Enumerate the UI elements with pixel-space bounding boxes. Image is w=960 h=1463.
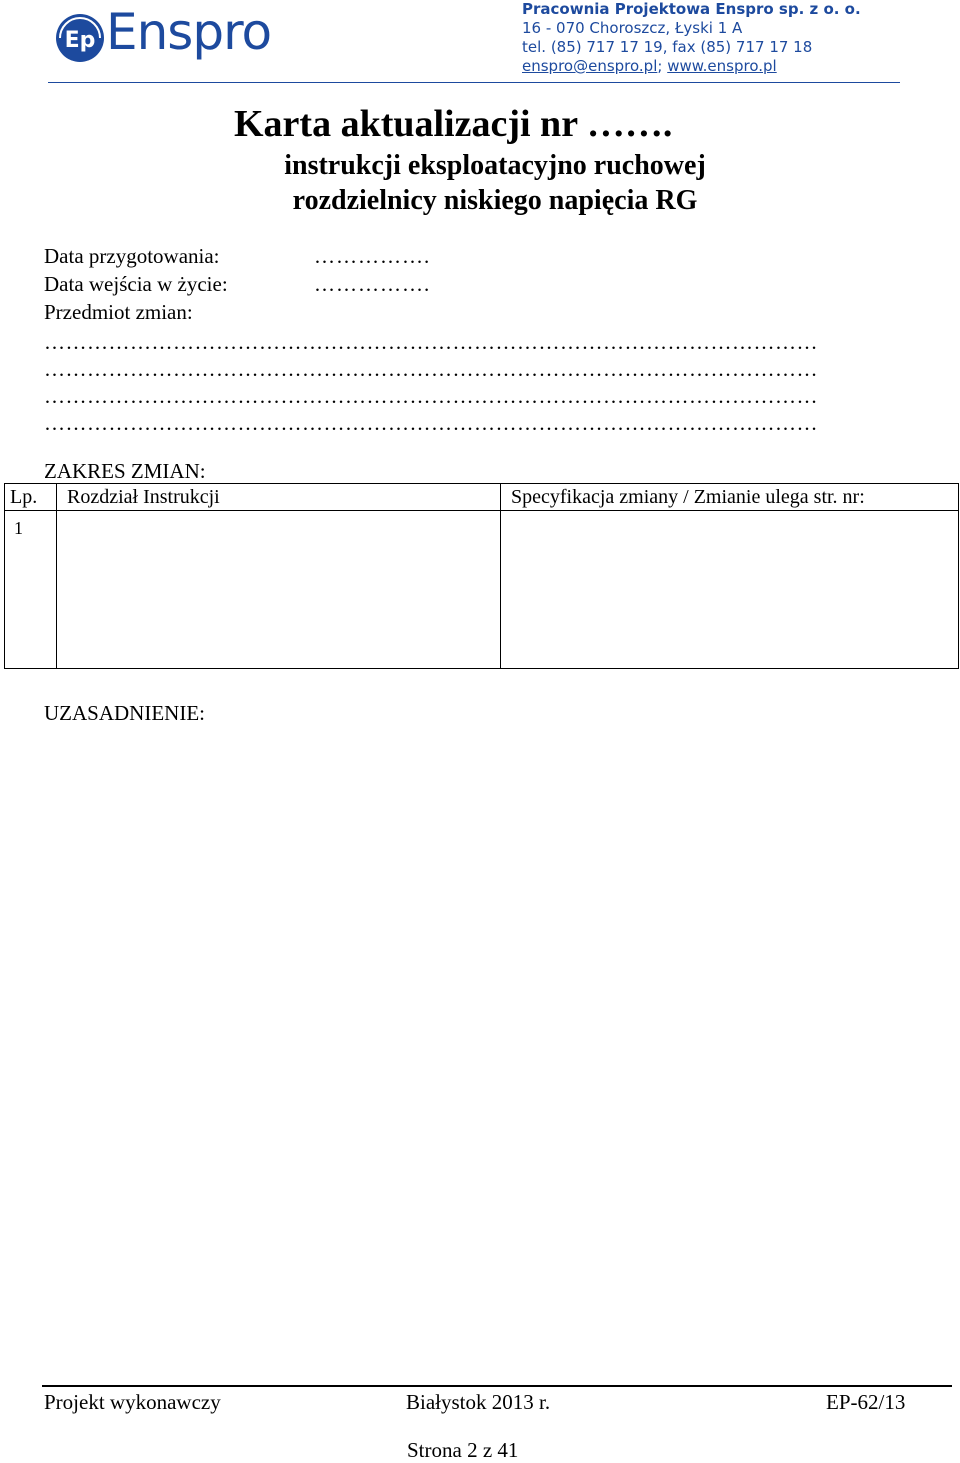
logo-emblem-icon (52, 10, 108, 66)
column-header-spec: Specyfikacja zmiany / Zmianie ulega str. nr: (511, 486, 865, 508)
footer-divider (42, 1385, 952, 1387)
table-border-right (958, 483, 959, 669)
table-border-bottom (4, 668, 959, 669)
effective-date-label: Data wejścia w życie: (44, 272, 228, 296)
website-link[interactable]: www.enspro.pl (667, 57, 777, 75)
company-info (522, 0, 861, 76)
company-name: Pracownia Projektowa Enspro sp. z o. o. (522, 0, 861, 18)
subject-label: Przedmiot zmian: (44, 300, 193, 324)
changes-table (4, 483, 959, 669)
page-title: Karta aktualizacji nr ……. (234, 103, 673, 145)
subject-line: ……………………………………………………………………………………………… (44, 357, 818, 381)
company-contacts (522, 57, 861, 76)
page-subtitle-line1: instrukcji eksploatacyjno ruchowej (284, 150, 706, 181)
table-row (4, 511, 958, 668)
subject-line: ……………………………………………………………………………………………… (44, 330, 818, 354)
row-lp: 1 (14, 518, 23, 538)
page-subtitle-line2: rozdzielnicy niskiego napięcia RG (292, 185, 698, 216)
justification-heading: UZASADNIENIE: (44, 701, 205, 725)
footer-place-date: Białystok 2013 r. (406, 1390, 551, 1414)
scope-heading: ZAKRES ZMIAN: (44, 459, 206, 483)
contact-separator: ; (657, 57, 663, 75)
column-header-lp: Lp. (10, 486, 38, 508)
prep-date-value: ……………. (314, 244, 431, 268)
effective-date-value: ……………. (314, 272, 431, 296)
subject-line: ……………………………………………………………………………………………… (44, 411, 818, 435)
footer-document-number: EP-62/13 (826, 1390, 906, 1414)
svg-text:Ep: Ep (64, 28, 96, 53)
header-divider (48, 82, 900, 83)
column-header-chapter: Rozdział Instrukcji (67, 486, 220, 508)
email-link[interactable]: enspro@enspro.pl (522, 57, 658, 75)
logo-wordmark: Enspro (106, 3, 272, 61)
company-address: 16 - 070 Choroszcz, Łyski 1 A (522, 19, 743, 37)
footer-project-type: Projekt wykonawczy (44, 1390, 221, 1414)
company-phone: tel. (85) 717 17 19, fax (85) 717 17 18 (522, 38, 813, 56)
subject-line: ……………………………………………………………………………………………… (44, 384, 818, 408)
page-number: Strona 2 z 41 (407, 1438, 519, 1462)
prep-date-label: Data przygotowania: (44, 244, 220, 268)
